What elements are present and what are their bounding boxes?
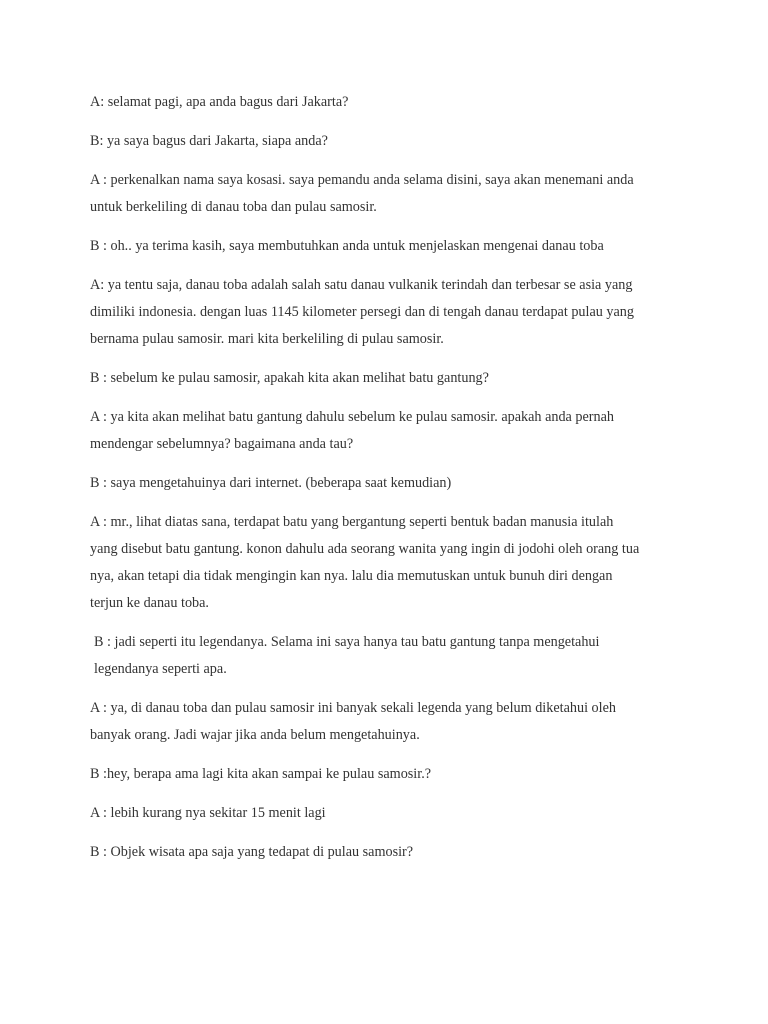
dialogue-line: untuk berkeliling di danau toba dan pulau samosir. [90,199,377,215]
dialogue-paragraph-7 [90,404,690,458]
dialogue-line: terjun ke danau toba. [90,595,209,611]
dialogue-line: dimiliki indonesia. dengan luas 1145 kilometer persegi dan di tengah danau terdapat pulau yang [90,304,634,320]
dialogue-line: B : saya mengetahuinya dari internet. (beberapa saat kemudian) [90,475,452,491]
dialogue-paragraph-11 [90,695,690,749]
dialogue-line: B :hey, berapa ama lagi kita akan sampai ke pulau samosir.? [90,766,432,782]
dialogue-line: B : Objek wisata apa saja yang tedapat di pulau samosir? [90,844,414,860]
dialogue-paragraph-13 [90,800,690,827]
dialogue-line: banyak orang. Jadi wajar jika anda belum mengetahuinya. [90,727,420,743]
dialogue-line: yang disebut batu gantung. konon dahulu ada seorang wanita yang ingin di jodohi oleh orang tua [90,541,640,557]
dialogue-line: nya, akan tetapi dia tidak mengingin kan nya. lalu dia memutuskan untuk bunuh diri dengan [90,568,613,584]
dialogue-line: B : sebelum ke pulau samosir, apakah kita akan melihat batu gantung? [90,370,489,386]
dialogue-paragraph-5 [90,272,690,353]
dialogue-line: A : ya kita akan melihat batu gantung dahulu sebelum ke pulau samosir. apakah anda pernah [90,409,614,425]
dialogue-line: A: ya tentu saja, danau toba adalah salah satu danau vulkanik terindah dan terbesar se asia yang [90,277,633,293]
dialogue-line: bernama pulau samosir. mari kita berkeliling di pulau samosir. [90,331,444,347]
dialogue-paragraph-4 [90,233,690,260]
dialogue-line: A : mr., lihat diatas sana, terdapat batu yang bergantung seperti bentuk badan manusia itulah [90,514,614,530]
dialogue-line: A: selamat pagi, apa anda bagus dari Jakarta? [90,94,349,110]
dialogue-paragraph-6 [90,365,690,392]
dialogue-line: B : jadi seperti itu legendanya. Selama ini saya hanya tau batu gantung tanpa mengetahui [94,634,600,650]
dialogue-paragraph-14 [90,839,690,866]
dialogue-line: A : ya, di danau toba dan pulau samosir ini banyak sekali legenda yang belum diketahui oleh [90,700,616,716]
dialogue-line: B : oh.. ya terima kasih, saya membutuhkan anda untuk menjelaskan mengenai danau toba [90,238,604,254]
dialogue-paragraph-2 [90,128,690,155]
dialogue-paragraph-1 [90,89,690,116]
dialogue-paragraph-9 [90,509,690,617]
dialogue-paragraph-8 [90,470,690,497]
dialogue-text [90,89,690,878]
dialogue-line: mendengar sebelumnya? bagaimana anda tau? [90,436,354,452]
dialogue-paragraph-10 [90,629,690,683]
dialogue-line: legendanya seperti apa. [94,661,227,677]
dialogue-paragraph-3 [90,167,690,221]
dialogue-line: A : lebih kurang nya sekitar 15 menit lagi [90,805,326,821]
dialogue-line: B: ya saya bagus dari Jakarta, siapa anda? [90,133,328,149]
dialogue-paragraph-12 [90,761,690,788]
dialogue-line: A : perkenalkan nama saya kosasi. saya pemandu anda selama disini, saya akan menemani anda [90,172,634,188]
